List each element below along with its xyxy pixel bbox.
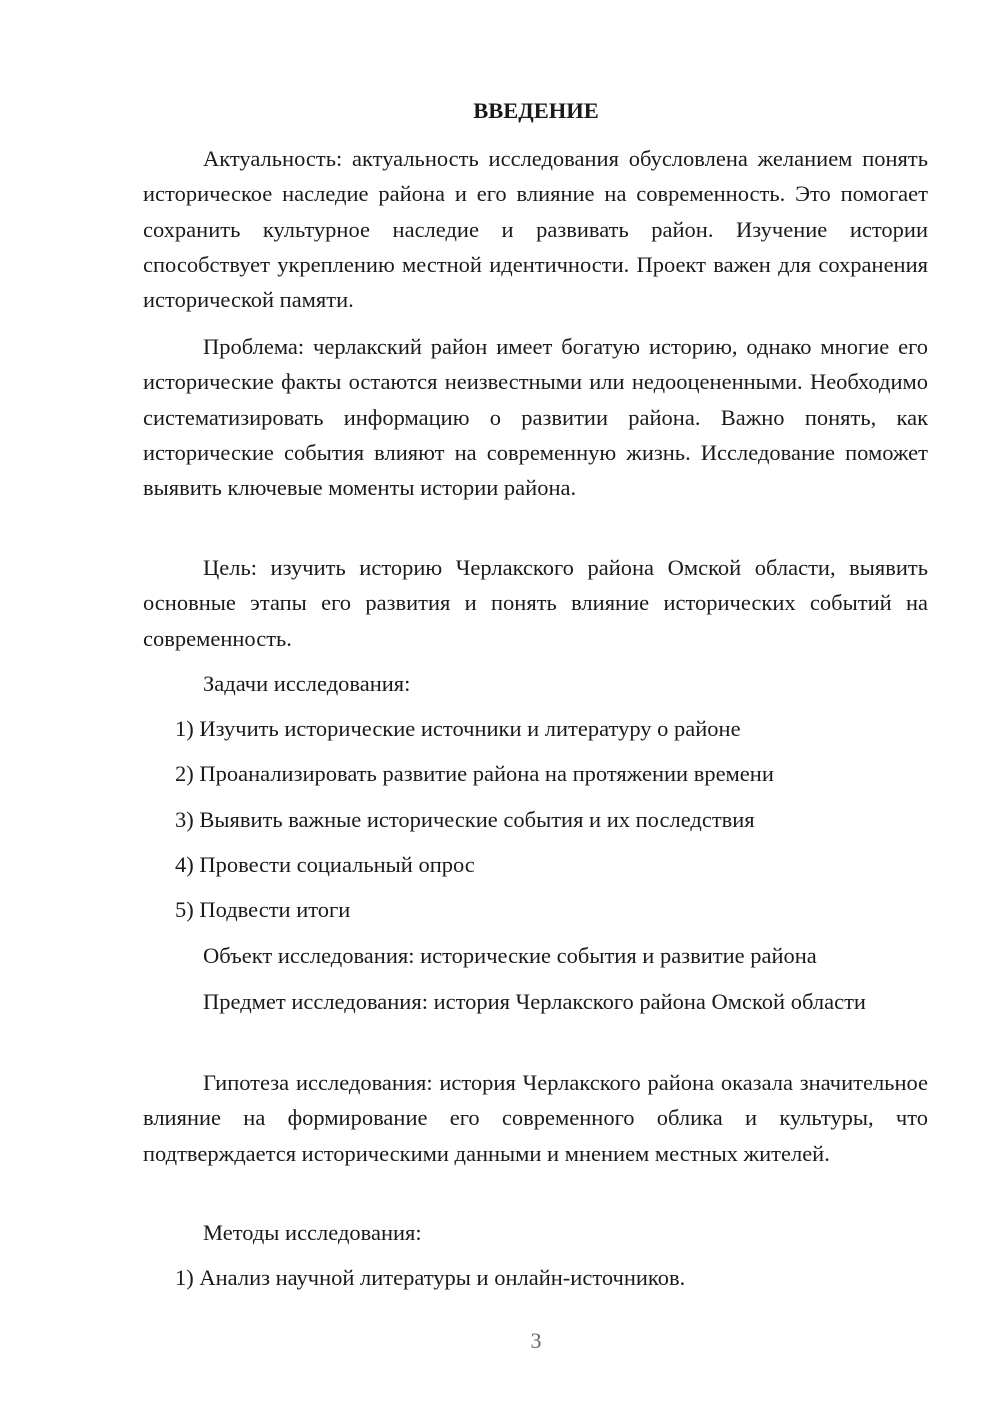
page-title: ВВЕДЕНИЕ xyxy=(473,98,599,123)
relevance-paragraph: Актуальность: актуальность исследования обусловлена желанием понять историческое наследие района и его влияние на современность. Это помогает сохранить культурное наследие и развивать район. Изучение истории способствует укреплению местной идентичности. Проект важен для сохранения исторической памяти. xyxy=(143,146,928,313)
page-number: 3 xyxy=(530,1328,542,1353)
tasks-heading: Задачи исследования: xyxy=(203,671,411,696)
task-item-3: 3) Выявить важные исторические события и их последствия xyxy=(175,807,755,832)
task-item-2: 2) Проанализировать развитие района на протяжении времени xyxy=(175,761,774,786)
goal-paragraph: Цель: изучить историю Черлакского района Омской области, выявить основные этапы его развития и понять влияние исторических событий на современность. xyxy=(143,555,928,651)
hypothesis-paragraph: Гипотеза исследования: история Черлакского района оказала значительное влияние на формирование его современного облика и культуры, что подтверждается историческими данными и мнением местных жителей. xyxy=(143,1070,928,1166)
subject-paragraph: Предмет исследования: история Черлакского района Омской области xyxy=(203,989,866,1014)
object-line: Объект исследования: исторические события и развитие района xyxy=(203,943,817,968)
methods-heading: Методы исследования: xyxy=(203,1220,422,1245)
problem-paragraph: Проблема: черлакский район имеет богатую историю, однако многие его исторические факты остаются неизвестными или недооцененными. Необходимо систематизировать информацию о развитии района. Важно понять, как исторические события влияют на современную жизнь. Исследование поможет выявить ключевые моменты истории района. xyxy=(143,334,928,501)
task-item-5: 5) Подвести итоги xyxy=(175,897,351,922)
task-item-4: 4) Провести социальный опрос xyxy=(175,852,475,877)
method-item-1: 1) Анализ научной литературы и онлайн-источников. xyxy=(175,1265,686,1290)
task-item-1: 1) Изучить исторические источники и литературу о районе xyxy=(175,716,741,741)
